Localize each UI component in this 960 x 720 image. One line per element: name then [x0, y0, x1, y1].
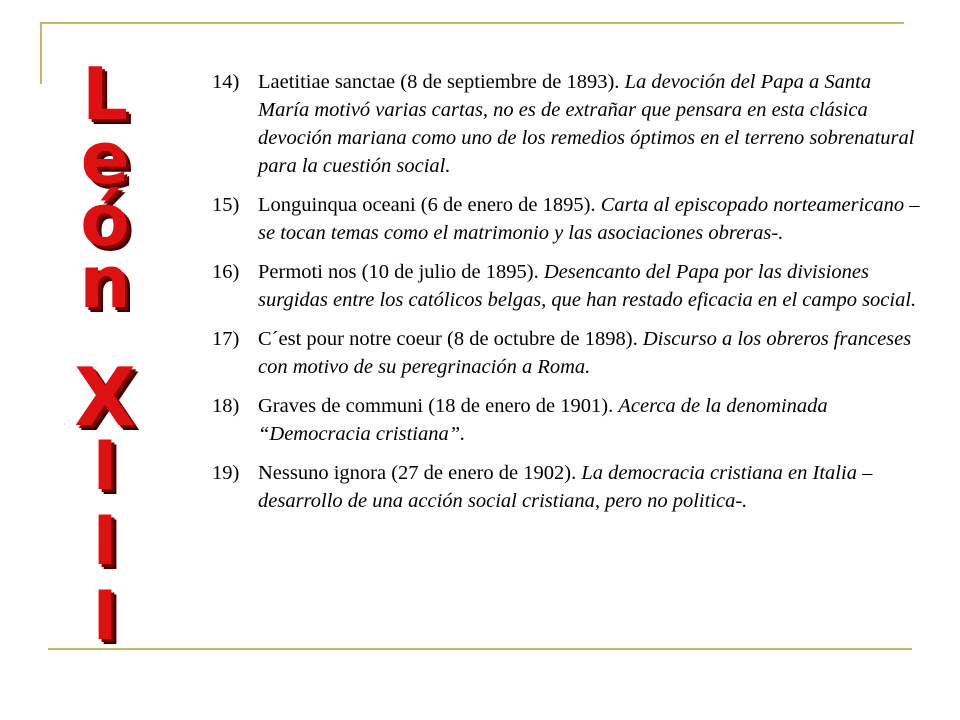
- item-number: 19): [212, 462, 240, 484]
- item-description: Carta al episcopado norteamericano –se tocan temas como el matrimonio y las asociaciones obreras-.: [258, 194, 920, 244]
- item-description: La devoción del Papa a Santa María motivó varias cartas, no es de extrañar que pensara en esta clásica devoción mariana como uno de los remedios óptimos en el terreno sobrenatural para la cuestión social.: [258, 71, 915, 177]
- item-description: Acerca de la denominada “Democracia cristiana”.: [258, 395, 828, 445]
- list-item: [212, 392, 924, 448]
- item-description: Desencanto del Papa por las divisiones surgidas entre los católicos belgas, que han restado eficacia en el campo social.: [258, 261, 917, 311]
- title-letter: I: [92, 577, 118, 656]
- item-number: 18): [212, 395, 240, 417]
- item-body: [258, 459, 924, 515]
- item-body: [258, 191, 924, 247]
- list-item: [212, 68, 924, 180]
- title-letter: I: [92, 502, 118, 581]
- title-letter: I: [92, 427, 118, 506]
- item-title: Graves de communi (18 de enero de 1901).: [258, 395, 619, 417]
- item-title: Longuinqua oceani (6 de enero de 1895).: [258, 194, 601, 216]
- item-title: Nessuno ignora (27 de enero de 1902).: [258, 462, 582, 484]
- item-description: La democracia cristiana en Italia –desarrollo de una acción social cristiana, pero no politica-.: [258, 462, 873, 512]
- left-rule: [40, 22, 42, 84]
- item-number: 15): [212, 194, 240, 216]
- item-number: 17): [212, 328, 240, 350]
- top-rule: [40, 22, 904, 24]
- list-item: [212, 459, 924, 515]
- title-letter: L: [82, 52, 128, 136]
- encyclical-list: [212, 68, 924, 526]
- item-description: Discurso a los obreros franceses con motivo de su peregrinación a Roma.: [258, 328, 912, 378]
- item-body: [258, 258, 924, 314]
- item-body: [258, 325, 924, 381]
- title-letter: n: [79, 240, 131, 324]
- item-number: 14): [212, 71, 240, 93]
- item-title: Permoti nos (10 de julio de 1895).: [258, 261, 544, 283]
- list-item: [212, 258, 924, 314]
- title-letter: ó: [80, 178, 130, 262]
- title-letter: X: [74, 351, 136, 444]
- list-item: [212, 325, 924, 381]
- list-item: [212, 191, 924, 247]
- item-title: Laetitiae sanctae (8 de septiembre de 1893).: [258, 71, 625, 93]
- item-number: 16): [212, 261, 240, 283]
- item-title: C´est pour notre coeur (8 de octubre de 1898).: [258, 328, 643, 350]
- bottom-rule: [48, 648, 912, 650]
- item-body: [258, 392, 924, 448]
- title-letter: e: [80, 116, 130, 200]
- item-body: [258, 68, 924, 180]
